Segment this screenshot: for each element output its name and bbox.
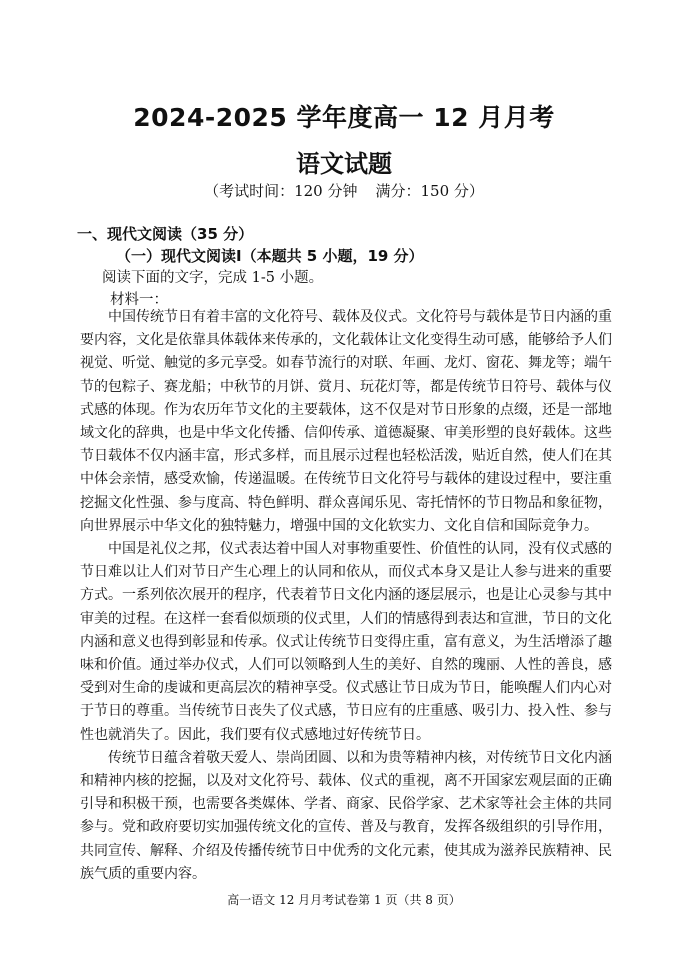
exam-info [0, 180, 688, 201]
exam-time: （考试时间：120 分钟 [204, 182, 358, 200]
page-footer: 高一语文 12 月月考试卷第 1 页（共 8 页） [227, 893, 461, 907]
paragraph-2: 中国是礼仪之邦，仪式表达着中国人对事物重要性、价值性的认同，没有仪式感的节日难以让人们对节日产生心理上的认同和依从，而仪式本身又是让人参与进来的重要方式。一系列依次展开的程序，代表着节日文化内涵的逐层展示，也是让心灵参与其中审美的过程。在这样一套看似烦琐的仪式里，人们的情感得到表达和宣泄，节日的文化内涵和意义也得到彰显和传承。仪式让传统节日变得庄重，富有意义，为生活增添了趣味和价值。通过举办仪式，人们可以领略到人生的美好、自然的瑰丽、人性的善良，感受到对生命的虔诚和更高层次的精神享受。仪式感让节日成为节日，能唤醒人们内心对于节日的尊重。当传统节日丧失了仪式感，节日应有的庄重感、吸引力、投入性、参与性也就消失了。因此，我们要有仪式感地过好传统节日。 [80, 541, 612, 743]
subsection-heading: （一）现代文阅读Ⅰ（本题共 5 小题，19 分） [116, 247, 424, 265]
section-heading: 一、现代文阅读（35 分） [77, 225, 254, 243]
passage-body [80, 306, 612, 886]
material-label: 材料一： [110, 292, 168, 308]
full-score: 满分：150 分） [375, 182, 484, 200]
paragraph-3: 传统节日蕴含着敬天爱人、崇尚团圆、以和为贵等精神内核，对传统节日文化内涵和精神内核的挖掘，以及对文化符号、载体、仪式的重视，离不开国家宏观层面的正确引导和积极干预，也需要各类媒体、学者、商家、民俗学家、艺术家等社会主体的共同参与。党和政府要切实加强传统文化的宣传、普及与教育，发挥各级组织的引导作用，共同宣传、解释、介绍及传播传统节日中优秀的文化元素，使其成为滋养民族精神、民族气质的重要内容。 [80, 749, 612, 882]
subject-title: 语文试题 [296, 150, 392, 178]
paragraph-1: 中国传统节日有着丰富的文化符号、载体及仪式。文化符号与载体是节日内涵的重要内容，文化是依靠具体载体来传承的，文化载体让文化变得生动可感，能够给予人们视觉、听觉、触觉的多元享受。如春节流行的对联、年画、龙灯、窗花、舞龙等；端午节的包粽子、赛龙船；中秋节的月饼、赏月、玩花灯等，都是传统节日符号、载体与仪式感的体现。作为农历年节文化的主要载体，这不仅是对节日形象的点缀，还是一部地域文化的辞典，也是中华文化传播、信仰传承、道德凝聚、审美形塑的良好载体。这些节日载体不仅内涵丰富，形式多样，而且展示过程也轻松活泼，贴近自然，使人们在其中体会亲情，感受欢愉，传递温暖。在传统节日文化符号与载体的建设过程中，要注重挖掘文化性强、参与度高、特色鲜明、群众喜闻乐见、寄托情怀的节日物品和象征物，向世界展示中华文化的独特魅力，增强中国的文化软实力、文化自信和国际竞争力。 [80, 309, 612, 534]
exam-title: 2024-2025 学年度高一 12 月月考 [133, 103, 555, 132]
reading-instruction: 阅读下面的文字，完成 1-5 小题。 [102, 270, 324, 286]
